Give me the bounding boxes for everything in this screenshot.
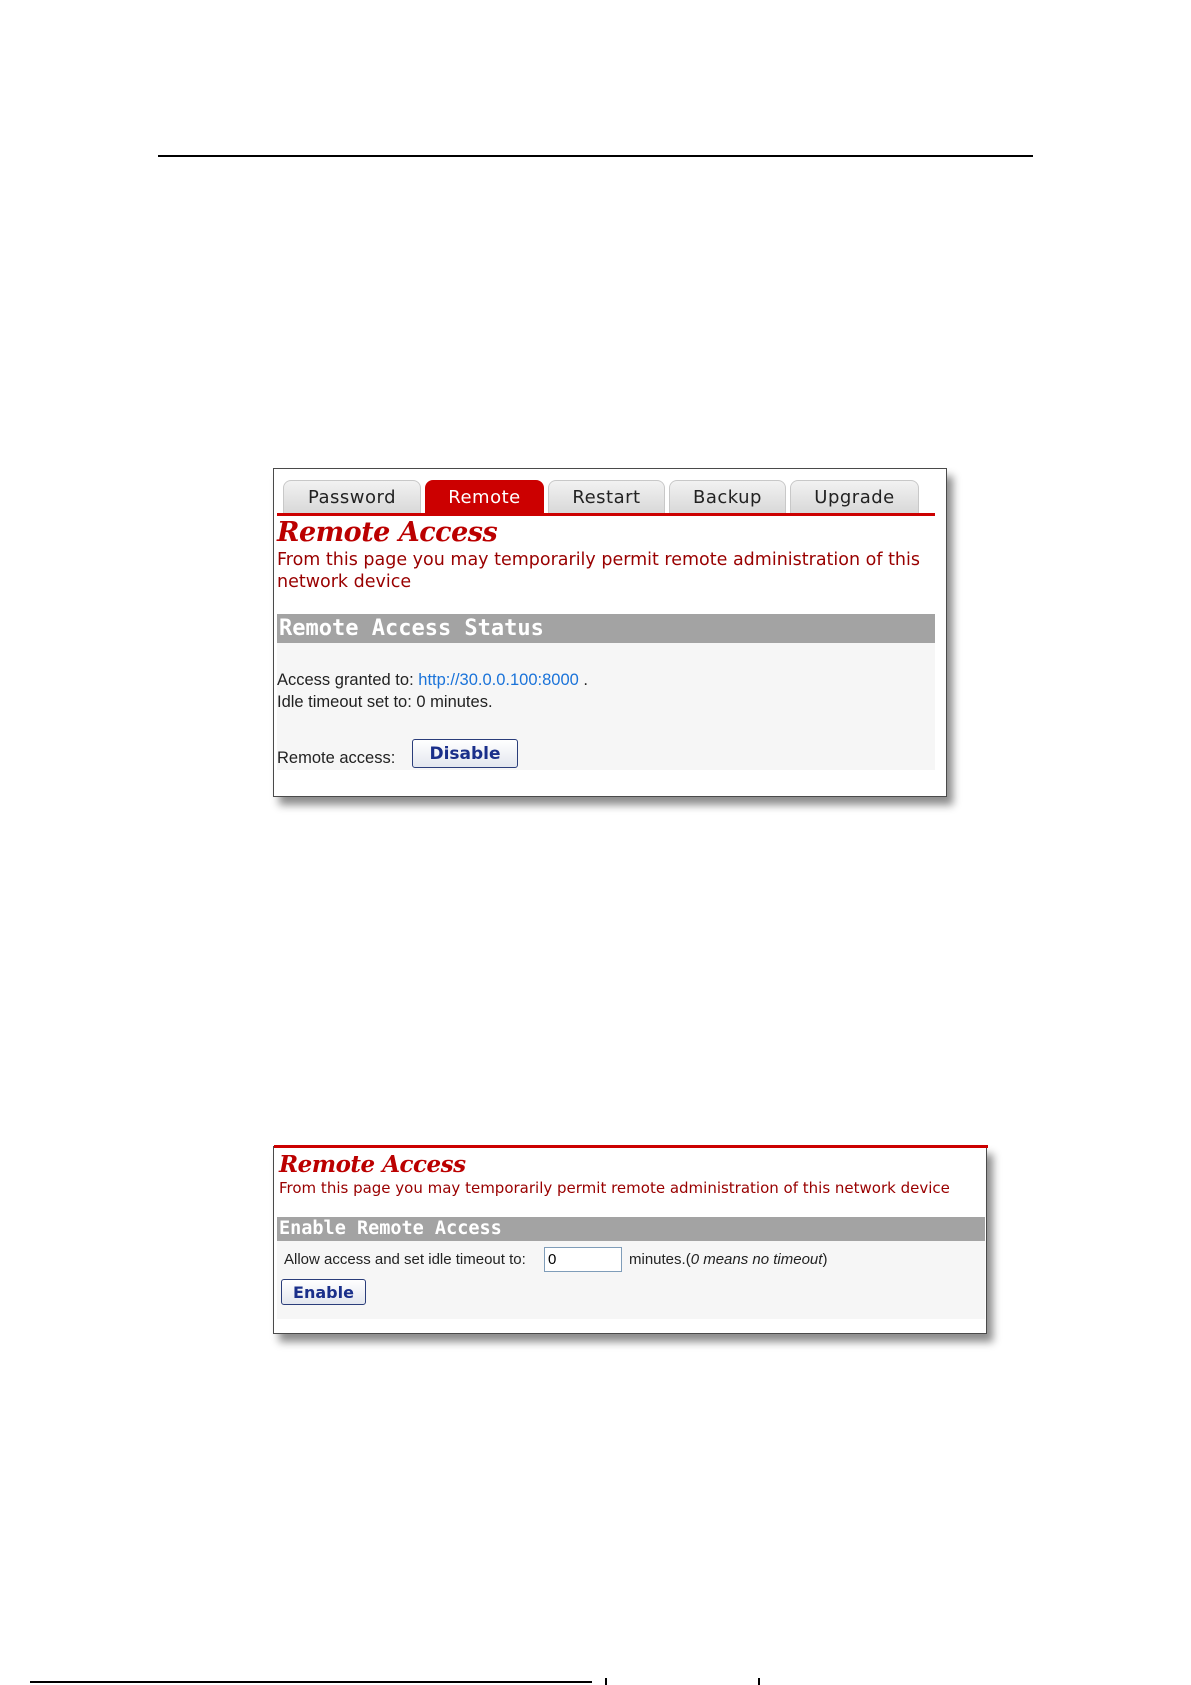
tab-bar (283, 480, 923, 513)
tab-underline (277, 513, 935, 516)
page-bottom-tick (758, 1678, 760, 1685)
tab-password[interactable]: Password (283, 480, 421, 513)
access-url-link[interactable]: http://30.0.0.100:8000 (418, 671, 579, 689)
page-bottom-rule (30, 1681, 592, 1683)
minutes-note (629, 1251, 827, 1268)
remote-access-status-screenshot (273, 468, 947, 797)
tab-upgrade[interactable]: Upgrade (790, 480, 919, 513)
page-description: From this page you may temporarily permit remote administration of this network device (279, 1179, 950, 1197)
enable-button[interactable]: Enable (281, 1279, 366, 1305)
page-top-rule (158, 155, 1033, 157)
timeout-label: Allow access and set idle timeout to: (284, 1251, 526, 1268)
page-title: Remote Access (277, 517, 498, 548)
tab-backup[interactable]: Backup (669, 480, 786, 513)
remote-access-label: Remote access: (277, 749, 396, 767)
access-granted-line (277, 671, 588, 690)
access-granted-label: Access granted to: (277, 671, 414, 689)
tab-restart[interactable]: Restart (548, 480, 665, 513)
idle-timeout-input[interactable] (544, 1247, 622, 1272)
minutes-label: minutes.( (629, 1251, 691, 1268)
idle-timeout-status: Idle timeout set to: 0 minutes. (277, 693, 493, 711)
tab-remote[interactable]: Remote (425, 480, 544, 513)
access-granted-suffix: . (583, 671, 589, 689)
top-red-rule (274, 1145, 988, 1148)
section-body (277, 643, 935, 770)
page-description: From this page you may temporarily permit remote administration of this network device (277, 550, 920, 592)
no-timeout-hint: 0 means no timeout (690, 1251, 823, 1268)
close-paren: ) (822, 1251, 828, 1268)
disable-button[interactable]: Disable (412, 739, 518, 768)
page-bottom-tick (605, 1678, 607, 1685)
section-header-enable-remote-access: Enable Remote Access (277, 1217, 985, 1241)
section-header-remote-access-status: Remote Access Status (277, 614, 935, 643)
page-title: Remote Access (279, 1151, 466, 1178)
enable-remote-access-screenshot (273, 1146, 987, 1334)
